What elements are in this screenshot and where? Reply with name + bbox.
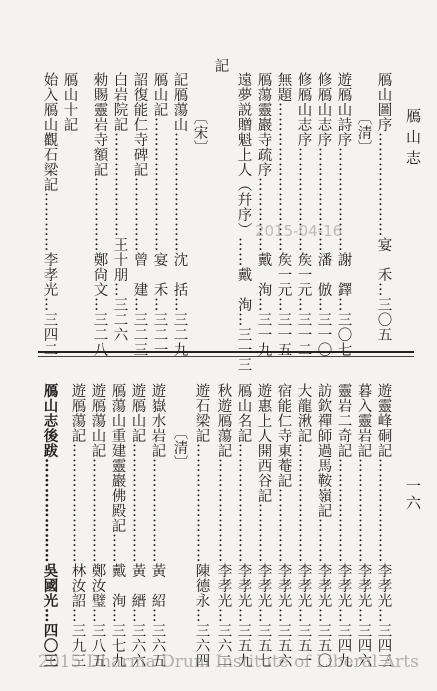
toc-entry: 始入鴈山觀石梁記…………李孝光…三四二 [41, 72, 58, 357]
toc-entry: 訪欽禪師過馬鞍嶺記………李孝光…三五〇 [315, 383, 332, 668]
toc-entry: 大龍湫記……………………李孝光…三五一 [295, 383, 312, 668]
toc-entry: 白岩院記…………………王十朋…三二六 [111, 72, 128, 342]
dynasty-label: 〔清〕 [355, 110, 372, 155]
toc-entry: 宿能仁寺東菴記……………李孝光…三五六 [275, 383, 292, 668]
toc-entry: 鴈山十記 [61, 72, 78, 132]
toc-entry: 秋遊鴈蕩記…………………李孝光…三六二 [215, 383, 232, 668]
page-number: 一六 [404, 478, 422, 512]
toc-entry: 遠夢説贈魁上人（幷序）……戴 洵…三一三 [235, 72, 252, 372]
toc-entry: 詔復能仁寺碑記……………曾 建…三二三 [131, 72, 148, 357]
toc-entry: 遊嶽水岩記…………………黃 紹…三六五 [149, 383, 166, 668]
toc-entry: 鴈蕩靈巖寺疏序……………戴 洵…三一九 [255, 72, 272, 357]
toc-entry: 遊石梁記……………………陳德永…三六四 [193, 383, 210, 668]
toc-entry: 鴈山記………………………宴 禾…三二一 [151, 72, 168, 357]
toc-entry: 靈岩二奇記…………………李孝光…三四九 [335, 383, 352, 668]
date-watermark: 2015-04-16 [255, 222, 343, 240]
toc-entry: 遊鴈蕩記……………………林汝詔…三九三 [69, 383, 86, 668]
toc-entry-afterword: 鴈山志後跋…………………吳國光…四〇三 [41, 383, 59, 668]
dynasty-label: 〔宋〕 [191, 110, 208, 155]
toc-entry: 遊惠上人開西谷記…………李孝光…三五七 [255, 383, 272, 668]
toc-entry: 遊鴈蕩山記…………………鄭汝璧…三八五 [89, 383, 106, 668]
toc-entry: 修鴈山志序…………………矦一元…三一二 [295, 72, 312, 357]
toc-entry: 鴈蕩山重建靈巖佛殿記……戴 洵…三七九 [109, 383, 126, 668]
toc-entry: 遊鴈山詩序…………………謝 鐸…三〇七 [335, 72, 352, 357]
toc-entry: 修鴈山志序…………………潘 倣…三一〇 [315, 72, 332, 357]
toc-entry: 勑賜靈岩寺額記……………鄭尙文…三二八 [91, 72, 108, 357]
section-heading: 記 [212, 58, 229, 73]
toc-entry: 遊鴈山記……………………黃 縉…三六六 [129, 383, 146, 668]
toc-entry: 遊靈峰硐記…………………李孝光…三四三 [375, 383, 392, 668]
toc-entry: 記鴈蕩山……………………沈 括…三二九 [171, 72, 188, 357]
dynasty-label: 〔清〕 [171, 425, 188, 470]
toc-entry: 無題…………………………矦一元…三一五 [275, 72, 292, 357]
toc-entry: 鴈山名記……………………李孝光…三五九 [235, 383, 252, 668]
toc-entry: 暮入靈岩記…………………李孝光…三四六 [355, 383, 372, 668]
toc-entry: 鴈山圖序…………………宴 禾…三〇五 [375, 72, 392, 342]
running-header-title: 鴈山志 [404, 108, 422, 171]
institute-watermark: 2015 Dharma Drum Institute of Liberal Arts [38, 652, 419, 672]
